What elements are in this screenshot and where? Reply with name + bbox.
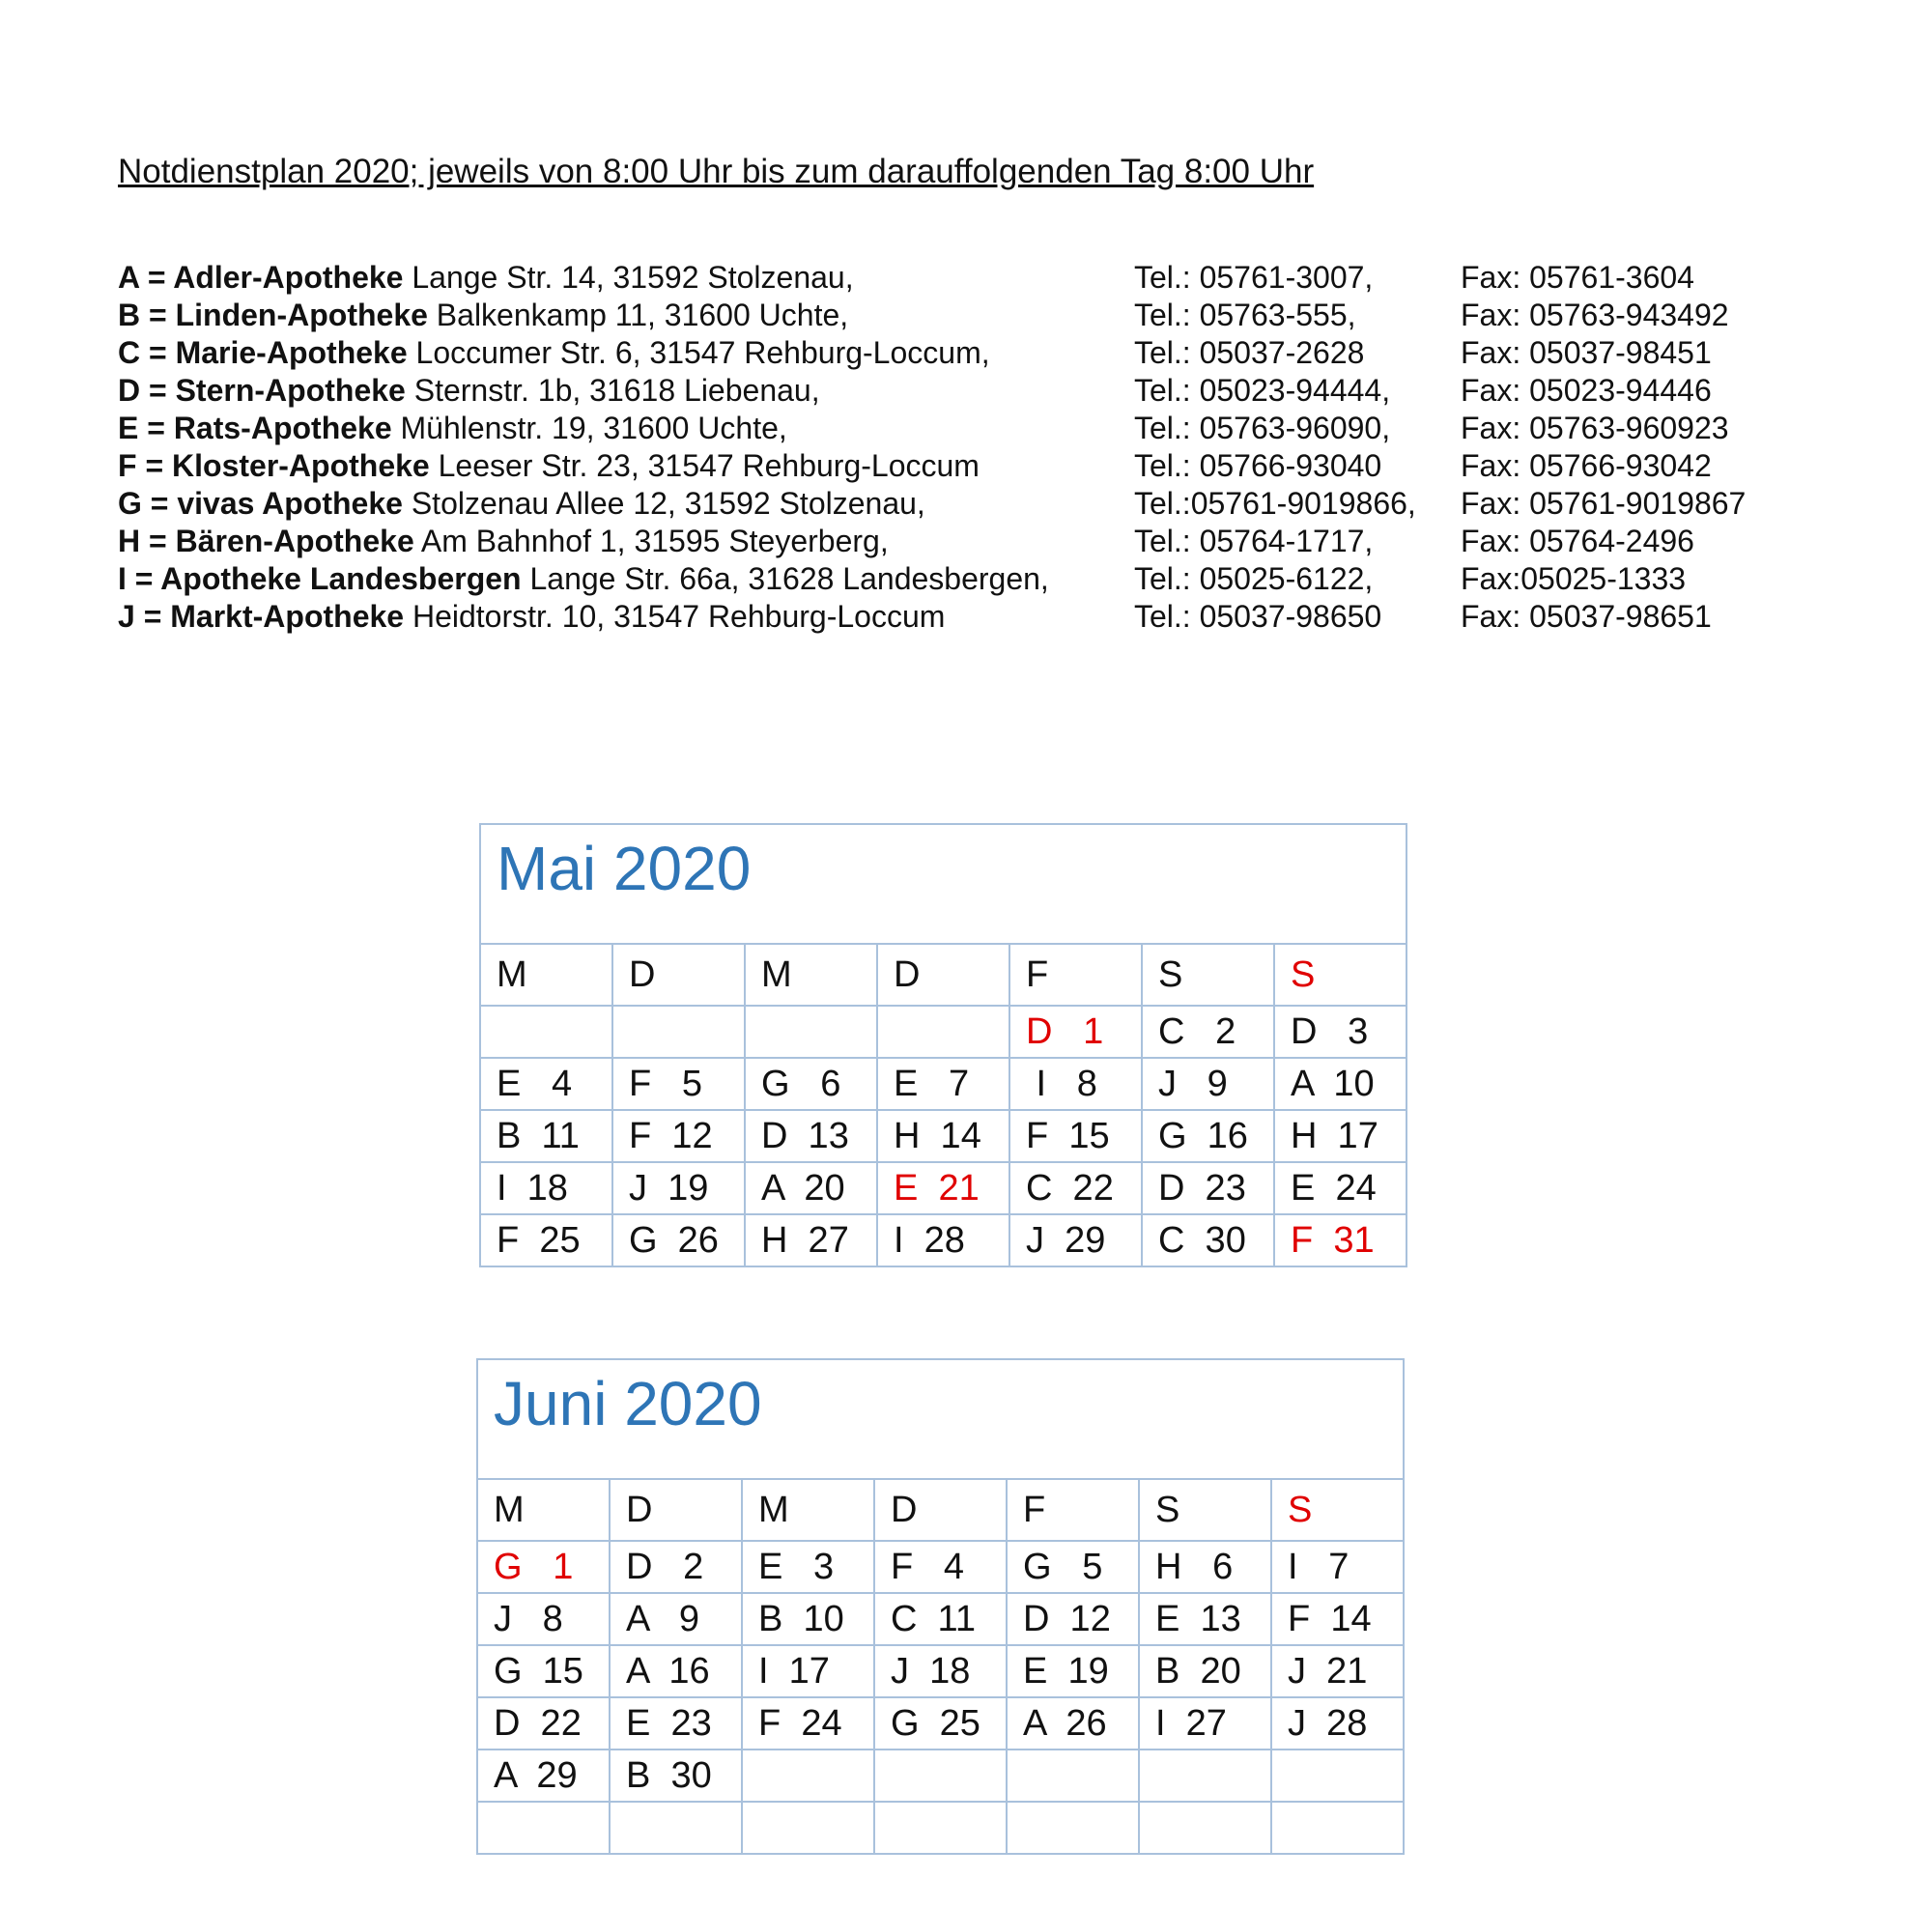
calendar-month-title: Juni 2020 xyxy=(477,1359,1404,1479)
pharmacy-fax: Fax:05025-1333 xyxy=(1461,561,1687,596)
calendar-day-cell: G 1 xyxy=(477,1541,610,1593)
calendar-day-cell: F 4 xyxy=(874,1541,1007,1593)
pharmacy-key: D = Stern-Apotheke xyxy=(118,373,406,408)
calendar-day-cell xyxy=(477,1802,610,1854)
calendar-day-cell: E 21 xyxy=(877,1162,1009,1214)
calendar-day-cell: J 19 xyxy=(612,1162,745,1214)
pharmacy-phone: Tel.: 05763-555, xyxy=(1134,298,1356,332)
calendar-day-cell xyxy=(874,1802,1007,1854)
weekday-header: S xyxy=(1274,944,1406,1006)
pharmacy-key: I = Apotheke Landesbergen xyxy=(118,561,522,596)
calendar-day-cell: F 15 xyxy=(1009,1110,1142,1162)
calendar-day-cell: B 10 xyxy=(742,1593,874,1645)
calendar-day-cell: H 14 xyxy=(877,1110,1009,1162)
pharmacy-address: Balkenkamp 11, 31600 Uchte, xyxy=(427,298,849,332)
pharmacy-address: Sternstr. 1b, 31618 Liebenau, xyxy=(405,373,820,408)
calendar-week-row xyxy=(480,1058,1406,1110)
calendar-day-cell: A 29 xyxy=(477,1750,610,1802)
calendar-day-cell xyxy=(1007,1802,1139,1854)
pharmacy-address: Lange Str. 14, 31592 Stolzenau, xyxy=(403,260,854,295)
pharmacy-name-address xyxy=(118,560,1049,598)
calendar-day-cell: C 11 xyxy=(874,1593,1007,1645)
pharmacy-key: F = Kloster-Apotheke xyxy=(118,448,430,483)
calendar-day-cell: I 8 xyxy=(1009,1058,1142,1110)
pharmacy-key: A = Adler-Apotheke xyxy=(118,260,404,295)
pharmacy-name-address xyxy=(118,297,848,334)
calendar-week-row xyxy=(480,1006,1406,1058)
calendar-day-cell: D 3 xyxy=(1274,1006,1406,1058)
calendar-may xyxy=(479,823,1407,1267)
calendar-day-cell: J 28 xyxy=(1271,1697,1404,1750)
calendar-day-cell xyxy=(742,1802,874,1854)
pharmacy-phone: Tel.: 05766-93040 xyxy=(1134,448,1382,483)
pharmacy-phone: Tel.: 05023-94444, xyxy=(1134,373,1391,408)
calendar-day-cell: E 7 xyxy=(877,1058,1009,1110)
calendar-day-cell: D 2 xyxy=(610,1541,742,1593)
calendar-day-cell: G 26 xyxy=(612,1214,745,1266)
calendar-day-cell: A 16 xyxy=(610,1645,742,1697)
weekday-header: M xyxy=(742,1479,874,1541)
calendar-day-cell: I 28 xyxy=(877,1214,1009,1266)
pharmacy-fax: Fax: 05763-960923 xyxy=(1461,411,1729,445)
calendar-week-row xyxy=(480,1110,1406,1162)
weekday-header: F xyxy=(1007,1479,1139,1541)
weekday-header: D xyxy=(610,1479,742,1541)
weekday-header: S xyxy=(1271,1479,1404,1541)
pharmacy-phone: Tel.: 05037-98650 xyxy=(1134,599,1382,634)
pharmacy-phone: Tel.: 05764-1717, xyxy=(1134,524,1374,558)
pharmacy-name-address xyxy=(118,523,889,560)
calendar-day-cell: I 7 xyxy=(1271,1541,1404,1593)
pharmacy-fax: Fax: 05761-3604 xyxy=(1461,260,1694,295)
calendar-day-cell: E 24 xyxy=(1274,1162,1406,1214)
calendar-day-cell xyxy=(742,1750,874,1802)
calendar-day-cell: F 25 xyxy=(480,1214,612,1266)
calendar-day-cell: J 21 xyxy=(1271,1645,1404,1697)
calendar-day-cell xyxy=(1139,1750,1271,1802)
calendar-day-cell: B 11 xyxy=(480,1110,612,1162)
calendar-day-cell xyxy=(480,1006,612,1058)
pharmacy-phone: Tel.:05761-9019866, xyxy=(1134,486,1416,521)
pharmacy-fax: Fax: 05766-93042 xyxy=(1461,448,1712,483)
pharmacy-name-address xyxy=(118,410,787,447)
pharmacy-phone: Tel.: 05763-96090, xyxy=(1134,411,1391,445)
pharmacy-name-address xyxy=(118,334,990,372)
weekday-header: S xyxy=(1142,944,1274,1006)
pharmacy-address: Stolzenau Allee 12, 31592 Stolzenau, xyxy=(402,486,925,521)
calendar-day-cell xyxy=(874,1750,1007,1802)
calendar-june xyxy=(476,1358,1405,1855)
calendar-day-cell: D 22 xyxy=(477,1697,610,1750)
calendar-day-cell: D 12 xyxy=(1007,1593,1139,1645)
pharmacy-fax: Fax: 05037-98651 xyxy=(1461,599,1712,634)
weekday-header: M xyxy=(745,944,877,1006)
calendar-day-cell: G 16 xyxy=(1142,1110,1274,1162)
pharmacy-phone: Tel.: 05037-2628 xyxy=(1134,335,1365,370)
calendar-day-cell: H 6 xyxy=(1139,1541,1271,1593)
calendar-day-cell: I 27 xyxy=(1139,1697,1271,1750)
calendar-day-cell xyxy=(877,1006,1009,1058)
calendar-week-row xyxy=(477,1802,1404,1854)
weekday-header: D xyxy=(874,1479,1007,1541)
calendar-week-row xyxy=(480,1214,1406,1266)
calendar-week-row xyxy=(477,1593,1404,1645)
pharmacy-address: Lange Str. 66a, 31628 Landesbergen, xyxy=(521,561,1049,596)
pharmacy-fax: Fax: 05037-98451 xyxy=(1461,335,1712,370)
calendar-day-cell: E 23 xyxy=(610,1697,742,1750)
calendar-day-cell: C 2 xyxy=(1142,1006,1274,1058)
calendar-day-cell xyxy=(1271,1802,1404,1854)
calendar-day-cell xyxy=(1139,1802,1271,1854)
pharmacy-key: B = Linden-Apotheke xyxy=(118,298,428,332)
calendar-day-cell: I 17 xyxy=(742,1645,874,1697)
calendar-day-cell: F 24 xyxy=(742,1697,874,1750)
pharmacy-name-address xyxy=(118,372,820,410)
calendar-day-cell: A 10 xyxy=(1274,1058,1406,1110)
calendar-day-cell: F 31 xyxy=(1274,1214,1406,1266)
calendar-day-cell: D 1 xyxy=(1009,1006,1142,1058)
calendar-day-cell xyxy=(1271,1750,1404,1802)
pharmacy-name-address xyxy=(118,598,945,636)
page-heading: Notdienstplan 2020; jeweils von 8:00 Uhr bis zum darauffolgenden Tag 8:00 Uhr xyxy=(118,153,1315,190)
calendar-day-cell: A 20 xyxy=(745,1162,877,1214)
calendar-week-row xyxy=(477,1541,1404,1593)
calendar-day-cell: I 18 xyxy=(480,1162,612,1214)
pharmacy-address: Leeser Str. 23, 31547 Rehburg-Loccum xyxy=(429,448,980,483)
pharmacy-key: J xyxy=(118,599,135,634)
calendar-week-row xyxy=(480,1162,1406,1214)
pharmacy-address: Heidtorstr. 10, 31547 Rehburg-Loccum xyxy=(404,599,946,634)
calendar-day-cell xyxy=(610,1802,742,1854)
weekday-header: F xyxy=(1009,944,1142,1006)
calendar-day-cell: H 27 xyxy=(745,1214,877,1266)
calendar-month-title: Mai 2020 xyxy=(480,824,1406,944)
pharmacy-key: H = Bären-Apotheke xyxy=(118,524,414,558)
pharmacy-phone: Tel.: 05025-6122, xyxy=(1134,561,1374,596)
calendar-day-cell: D 23 xyxy=(1142,1162,1274,1214)
calendar-day-cell: E 4 xyxy=(480,1058,612,1110)
pharmacy-key-rest: = Markt-Apotheke xyxy=(134,599,405,634)
pharmacy-key: G = vivas Apotheke xyxy=(118,486,403,521)
weekday-header: M xyxy=(480,944,612,1006)
calendar-day-cell: G 25 xyxy=(874,1697,1007,1750)
weekday-header: M xyxy=(477,1479,610,1541)
calendar-day-cell: J 29 xyxy=(1009,1214,1142,1266)
calendar-week-row xyxy=(477,1645,1404,1697)
calendar-day-cell: H 17 xyxy=(1274,1110,1406,1162)
weekday-header: S xyxy=(1139,1479,1271,1541)
pharmacy-fax: Fax: 05764-2496 xyxy=(1461,524,1694,558)
calendar-day-cell: G 6 xyxy=(745,1058,877,1110)
pharmacy-name-address xyxy=(118,485,925,523)
calendar-day-cell: F 5 xyxy=(612,1058,745,1110)
weekday-header: D xyxy=(612,944,745,1006)
calendar-day-cell xyxy=(1007,1750,1139,1802)
pharmacy-address: Am Bahnhof 1, 31595 Steyerberg, xyxy=(413,524,889,558)
calendar-day-cell: G 5 xyxy=(1007,1541,1139,1593)
calendar-day-cell: B 30 xyxy=(610,1750,742,1802)
calendar-day-cell: J 8 xyxy=(477,1593,610,1645)
calendar-day-cell: D 13 xyxy=(745,1110,877,1162)
pharmacy-fax: Fax: 05023-94446 xyxy=(1461,373,1712,408)
calendar-day-cell: B 20 xyxy=(1139,1645,1271,1697)
calendar-week-row xyxy=(477,1697,1404,1750)
calendar-day-cell: E 19 xyxy=(1007,1645,1139,1697)
pharmacy-fax: Fax: 05763-943492 xyxy=(1461,298,1729,332)
pharmacy-key: C = Marie-Apotheke xyxy=(118,335,408,370)
pharmacy-fax: Fax: 05761-9019867 xyxy=(1461,486,1747,521)
weekday-header: D xyxy=(877,944,1009,1006)
pharmacy-address: Loccumer Str. 6, 31547 Rehburg-Loccum, xyxy=(407,335,990,370)
pharmacy-address: Mühlenstr. 19, 31600 Uchte, xyxy=(391,411,787,445)
calendar-day-cell: F 14 xyxy=(1271,1593,1404,1645)
calendar-day-cell: F 12 xyxy=(612,1110,745,1162)
pharmacy-name-address xyxy=(118,259,854,297)
pharmacy-key: E = Rats-Apotheke xyxy=(118,411,392,445)
calendar-day-cell: A 26 xyxy=(1007,1697,1139,1750)
pharmacy-name-address xyxy=(118,447,980,485)
calendar-week-row xyxy=(477,1750,1404,1802)
calendar-day-cell: E 13 xyxy=(1139,1593,1271,1645)
calendar-day-cell xyxy=(745,1006,877,1058)
calendar-day-cell: C 30 xyxy=(1142,1214,1274,1266)
calendar-day-cell: E 3 xyxy=(742,1541,874,1593)
calendar-day-cell: J 9 xyxy=(1142,1058,1274,1110)
calendar-day-cell: C 22 xyxy=(1009,1162,1142,1214)
calendar-day-cell: A 9 xyxy=(610,1593,742,1645)
pharmacy-phone: Tel.: 05761-3007, xyxy=(1134,260,1374,295)
calendar-day-cell: G 15 xyxy=(477,1645,610,1697)
calendar-day-cell xyxy=(612,1006,745,1058)
calendar-day-cell: J 18 xyxy=(874,1645,1007,1697)
